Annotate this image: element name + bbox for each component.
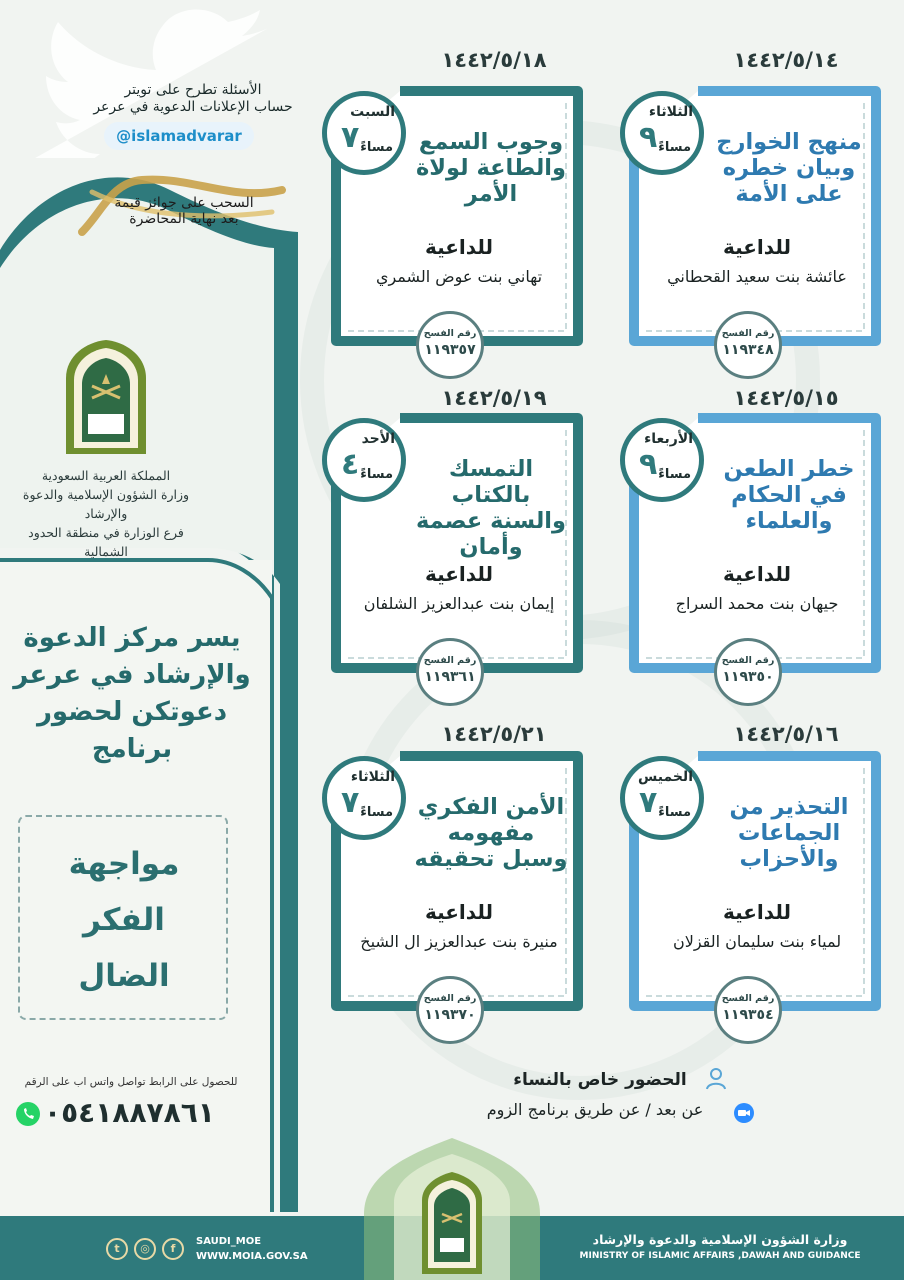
permit-badge — [416, 976, 484, 1044]
permit-number: ١١٩٣٥٠ — [722, 669, 774, 685]
women-only-note: الحضور خاص بالنساء — [513, 1070, 687, 1090]
permit-label: رقم الفسح — [423, 655, 477, 666]
twitter-note-line2: حساب الإعلانات الدعوية في عرعر — [93, 99, 293, 115]
time-badge — [322, 756, 406, 840]
twitter-note-line1: الأسئلة تطرح على تويتر — [124, 82, 262, 98]
twitter-note — [78, 82, 308, 116]
kingdom-line3: فرع الوزارة في منطقة الحدود الشمالية — [28, 525, 184, 559]
lecture-card — [628, 750, 886, 1023]
lecture-title-line2: والطاعة لولاة — [416, 155, 566, 181]
program-line2: الفكر — [83, 902, 165, 938]
kingdom-emblem-text — [14, 466, 198, 561]
lecture-date: ١٤٤٢/٥/١٨ — [441, 48, 547, 72]
lecture-date: ١٤٤٢/٥/١٩ — [441, 386, 547, 410]
speaker-label: للداعية — [424, 562, 494, 586]
permit-label: رقم الفسح — [423, 328, 477, 339]
permit-badge — [714, 638, 782, 706]
lecture-title — [704, 129, 874, 207]
left-column — [0, 0, 300, 1220]
lecture-card — [628, 412, 886, 685]
lecture-title — [704, 456, 874, 534]
lecture-title — [406, 456, 576, 560]
social-handle[interactable]: SAUDI_MOE — [196, 1236, 262, 1247]
lecture-title-line1: منهج الخوارج — [716, 129, 862, 155]
lecture-title — [704, 794, 874, 872]
lecture-title-line1: التحذير من — [729, 794, 849, 820]
badge-day: الثلاثاء — [648, 104, 693, 120]
lecture-title-line1: الأمن الفكري — [417, 794, 565, 820]
prize-line1: السحب على جوائز قيمة — [114, 195, 254, 211]
lecture-card — [330, 750, 588, 1023]
time-badge — [620, 756, 704, 840]
ministry-logo — [58, 338, 154, 456]
badge-day: الأحد — [361, 431, 395, 447]
lecture-date: ١٤٤٢/٥/١٥ — [733, 386, 839, 410]
time-badge — [322, 418, 406, 502]
lecture-date: ١٤٤٢/٥/١٦ — [733, 722, 839, 746]
permit-label: رقم الفسح — [721, 993, 775, 1004]
lecture-card — [628, 85, 886, 358]
badge-time: مساءً — [360, 805, 393, 820]
permit-badge — [416, 311, 484, 379]
facebook-icon[interactable]: f — [162, 1238, 184, 1260]
lecture-title-line1: وجوب السمع — [418, 129, 564, 155]
time-badge — [620, 418, 704, 502]
whatsapp-icon — [16, 1102, 40, 1126]
badge-time: مساءً — [658, 805, 691, 820]
speaker-name: منيرة بنت عبدالعزيز ال الشيخ — [360, 932, 558, 951]
lecture-title-line3: الأمر — [464, 181, 518, 207]
badge-hour: ٩ — [639, 447, 658, 482]
lecture-card — [330, 412, 588, 685]
badge-time: مساءً — [658, 140, 691, 155]
lecture-title-line2: مفهومه — [447, 820, 535, 846]
kingdom-line2: وزارة الشؤون الإسلامية والدعوة والإرشاد — [22, 487, 190, 521]
website-link[interactable]: WWW.MOIA.GOV.SA — [196, 1251, 308, 1262]
lecture-title-line3: على الأمة — [735, 181, 843, 207]
time-badge — [322, 91, 406, 175]
instagram-icon[interactable]: ◎ — [134, 1238, 156, 1260]
speaker-name: لمياء بنت سليمان القزلان — [672, 932, 842, 951]
intro-text — [10, 620, 254, 768]
badge-time: مساءً — [360, 467, 393, 482]
lecture-title-line3: وأمان — [459, 534, 523, 560]
whatsapp-number[interactable]: ٠٥٤١٨٨٧٨٦١ — [44, 1096, 215, 1129]
lecture-title — [406, 129, 576, 207]
speaker-label: للداعية — [722, 235, 792, 259]
mosque-arch-logo — [364, 1136, 540, 1280]
permit-number: ١١٩٣٥٤ — [722, 1007, 774, 1023]
lecture-title-line1: التمسك بالكتاب — [448, 456, 534, 508]
badge-time: مساءً — [658, 467, 691, 482]
lecture-title-line1: خطر الطعن — [723, 456, 855, 482]
intro-line3: دعوتكن لحضور — [36, 697, 228, 727]
twitter-icon[interactable]: t — [106, 1238, 128, 1260]
permit-number: ١١٩٣٦١ — [424, 669, 476, 685]
program-line3: الضال — [78, 958, 170, 994]
lecture-title-line3: وسبل تحقيقه — [414, 846, 568, 872]
permit-badge — [714, 311, 782, 379]
permit-number: ١١٩٣٤٨ — [722, 342, 774, 358]
lecture-title-line3: والأحزاب — [739, 846, 839, 872]
badge-hour: ٤ — [341, 447, 360, 482]
twitter-handle-link[interactable]: @islamadvarar — [104, 122, 254, 150]
kingdom-line1: المملكة العربية السعودية — [41, 468, 171, 483]
speaker-name: إيمان بنت عبدالعزيز الشلفان — [363, 594, 555, 613]
badge-day: الأربعاء — [644, 431, 693, 447]
speaker-label: للداعية — [424, 900, 494, 924]
remote-note: عن بعد / عن طريق برنامج الزوم — [486, 1100, 704, 1119]
permit-number: ١١٩٣٥٧ — [424, 342, 476, 358]
prize-note — [84, 195, 284, 227]
lecture-title-line2: في الحكام — [731, 482, 847, 508]
badge-time: مساءً — [360, 140, 393, 155]
intro-line2: والإرشاد في عرعر — [13, 660, 251, 690]
speaker-label: للداعية — [722, 900, 792, 924]
program-title — [24, 836, 224, 1004]
lecture-title-line3: والعلماء — [745, 508, 833, 534]
ministry-name-arabic: وزارة الشؤون الإسلامية والدعوة والإرشاد — [592, 1232, 848, 1247]
permit-label: رقم الفسح — [721, 655, 775, 666]
program-line1: مواجهة — [68, 846, 180, 882]
lecture-title — [406, 794, 576, 872]
badge-day: السبت — [350, 104, 395, 120]
permit-badge — [714, 976, 782, 1044]
permit-badge — [416, 638, 484, 706]
speaker-name: عائشة بنت سعيد القحطاني — [667, 267, 847, 286]
whatsapp-note: للحصول على الرابط تواصل واتس اب على الرقم — [24, 1076, 238, 1088]
badge-day: الخميس — [637, 769, 693, 785]
badge-hour: ٧ — [639, 785, 658, 820]
speaker-name: جيهان بنت محمد السراج — [675, 594, 839, 613]
badge-hour: ٧ — [341, 785, 360, 820]
badge-day: الثلاثاء — [350, 769, 395, 785]
badge-hour: ٩ — [639, 120, 658, 155]
whatsapp-contact[interactable] — [16, 1096, 246, 1132]
lecture-date: ١٤٤٢/٥/١٤ — [733, 48, 839, 72]
badge-hour: ٧ — [341, 120, 360, 155]
speaker-name: تهاني بنت عوض الشمري — [375, 267, 543, 286]
speaker-label: للداعية — [424, 235, 494, 259]
time-badge — [620, 91, 704, 175]
intro-line4: برنامج — [91, 734, 173, 764]
permit-number: ١١٩٣٧٠ — [424, 1007, 476, 1023]
prize-line2: بعد نهاية المحاضرة — [129, 211, 239, 227]
lecture-title-line2: والسنة عصمة — [416, 508, 566, 534]
ministry-name-english: MINISTRY OF ISLAMIC AFFAIRS ,DAWAH AND GUIDANCE — [579, 1251, 861, 1261]
speaker-label: للداعية — [722, 562, 792, 586]
lecture-date: ١٤٤٢/٥/٢١ — [441, 722, 547, 746]
intro-line1: يسر مركز الدعوة — [23, 623, 241, 653]
lecture-title-line2: وبيان خطره — [722, 155, 856, 181]
permit-label: رقم الفسح — [721, 328, 775, 339]
lecture-card — [330, 85, 588, 358]
lecture-title-line2: الجماعات — [737, 820, 841, 846]
permit-label: رقم الفسح — [423, 993, 477, 1004]
